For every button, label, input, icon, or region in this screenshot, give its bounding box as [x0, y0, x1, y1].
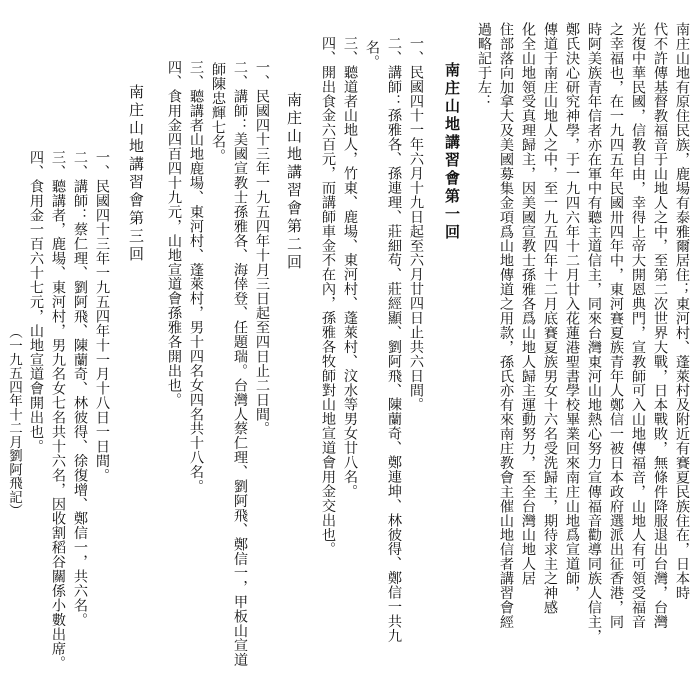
- session-2-line-1: 一、民國四十三年一九五四年十月三日起至四日止二日間。: [254, 60, 270, 436]
- intro-line-5: 時阿美族青年信者亦在軍中有聽主道信主，同來台灣東河山地熱心努力宣傳福音勸導同族人信主，: [586, 22, 602, 644]
- intro-line-9: 住部落向加拿大及美國募集金項爲山地傳道之用款，孫氏亦有來南庄教會主催山地信者講習會經: [498, 22, 514, 629]
- session-2-line-2: 二、講師：美國宣教士孫雅各、海倖登、任題瑞。台灣人蔡仁理、劉阿飛、鄭信一，甲板山宣道: [232, 60, 248, 667]
- session-2-line-4: 三、聽講者山地鹿場、東河村、蓬萊村，男十四名女四名共十八名。: [188, 60, 204, 494]
- session-1-line-3: 名。: [364, 40, 380, 69]
- intro-line-4: 之幸福也，在一九四五年民國卅四年中，東河賽夏族青年人鄭信一被日本政府選派出征香港，同: [608, 22, 624, 629]
- author-credit: （一九五四年十二月劉阿飛記）: [6, 325, 22, 518]
- session-1-line-2: 二、講師：孫雅各、孫連理、莊細苟、莊經顯、劉阿飛、陳蘭奇、鄭連坤、林彼得、鄭信一共九: [386, 36, 402, 643]
- session-2-title: 南庄山地講習會第二回: [285, 92, 303, 272]
- session-3-title: 南庄山地講習會第三回: [127, 84, 145, 264]
- session-3-line-2: 二、講師：蔡仁理、劉阿飛、陳蘭奇、林彼得、徐復增、鄭信一，共六名。: [72, 150, 88, 627]
- session-2-line-3: 師陳忠輝七名。: [210, 62, 226, 164]
- intro-line-10: 過略記于左：: [476, 22, 492, 109]
- intro-line-3: 光復中華民國，信教自由，幸得上帝大開恩典門，宣教師可入山地傳福音，山地人有可領受福音: [630, 22, 646, 629]
- intro-line-8: 化全山地領受真理歸主，因美國宣教士孫雅各爲山地人歸主運動努力，至全台灣山地人居: [520, 22, 536, 586]
- session-1-line-4: 三、聽道者山地人，竹東、鹿場、東河村、蓬萊村、汶水等男女廿八名。: [342, 36, 358, 499]
- intro-line-7: 傳道于南庄山地人之中，至一九五四年十二月底賽夏族男女十六名受洗歸主，期待求主之神感: [542, 22, 558, 615]
- session-1-line-1: 一、民國四十一年六月十九日起至六月廿四日止共六日間。: [408, 36, 424, 412]
- intro-line-1: 南庄山地有原住民族，鹿場有泰雅爾居住；東河村、蓬萊村及附近有賽夏民族住在，日本時: [674, 22, 690, 600]
- session-3-line-3: 三、聽講者，鹿場、東河村，男九名女七名共十六名，因收割稻谷關係小數出席。: [50, 150, 66, 671]
- intro-line-6: 鄭氏決心研究神學，于一九四六年十二月廿入花蓮港聖書學校畢業回來南庄山地爲宣道師，: [564, 22, 580, 600]
- intro-line-2: 代不許傳基督教福音于山地人之中，至第二次世界大戰，日本戰敗，無條件降服退出台灣，台灣: [652, 22, 668, 629]
- session-3-line-4: 四、食用金一百六十七元，山地宣道會開出也。: [28, 150, 44, 454]
- session-1-title: 南庄山地講習會第一回: [443, 62, 461, 242]
- session-1-line-5: 四、開出食金六百元，而講師車金不在內，孫雅各牧師對山地宣道會用金交出也。: [320, 36, 336, 557]
- session-3-line-1: 一、民國四十三年一九五四年十一月十八日一日間。: [94, 150, 110, 483]
- session-2-line-5: 四、食用金四百四十九元，山地宣道會孫雅各開出也。: [166, 60, 182, 407]
